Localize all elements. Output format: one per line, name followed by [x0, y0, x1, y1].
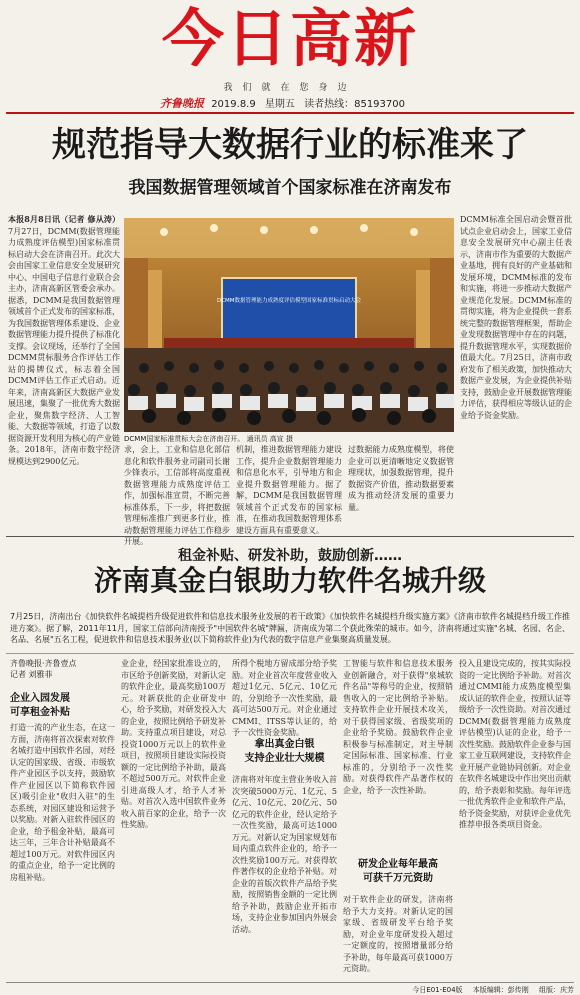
story2-intro: 7月25日，济南出台《加快软件名城提档升级促进软件和信息技术服务业发展的若干政策》《加快软件名城提档升级实施方案》《济南市软件名城提档升级工作推进方案》。据了解，2011年11月，国家工信部向济南授予"中国软件名城"牌匾，济南成为第二个获此殊荣的城市。如今，济南将通过实施"名城、名园、名企、名品、名展"五名工程，促进软件和信息技术服务业(以下简称软件业)为代表的数字信息产业集聚高质量发展。	[10, 612, 570, 644]
story1-left-column	[8, 214, 120, 530]
page-footer	[6, 982, 574, 995]
masthead	[0, 0, 580, 120]
footer-pages: 今日E01-E04版	[412, 986, 463, 994]
masthead-divider	[6, 112, 574, 114]
story2-column-4b: 对于软件企业的研发，济南将给予大力支持。对新认定的国家级、省级研发平台给予奖励，对企业年度研发投入超过一定额度的，按照增量部分给予补助，每年最高可获1000万元资助。	[343, 895, 453, 973]
story1-mid-column-1: 求，会上，工业和信息化部信息化和软件服务业司副司长谢少锋表示，工信部将高度重视数据管理能力成熟度评估工作，加强标准宣贯，不断完善标准体系，下一步，将把数据管理标准推广到更多行业，推动数据管理能力评估工作稳步开展。	[124, 445, 230, 546]
footer-editor: 本版编辑：彭传刚	[472, 986, 529, 994]
paper-name: 齐鲁晚报	[160, 97, 204, 110]
story1-headline: 规范指导大数据行业的标准来了	[52, 125, 528, 165]
story2-column-2: 业企业，经国家批准设立的，市区给予创新奖励，对新认定的软件企业，最高奖励100万元。对新获批的企业研发中心，给予奖励，对研发投入大的企业，按照比例给予研发补助。支持重点项目建设，对总投资1000万元以上的软件业项目，按照项目建设实际投资额的一定比例给予补助，最高不超过500万元。对软件企业引进高级人才，给予人才补贴。对首次入选中国软件业务收入前百家的企业，给予一次性奖励。	[121, 659, 226, 829]
issue-date: 2019.8.9	[211, 99, 256, 110]
story2-subhead-rd: 研发企业每年最高 可获千万元资助	[358, 859, 438, 884]
masthead-title: 今日高新	[161, 2, 418, 75]
section-divider	[6, 536, 574, 537]
story1-mid-column-3: 过数据能力成熟度模型，将使企业可以更清晰地定义数据管理现状，加强数据管理，提升数据资产价值，推动数据要素成为推动经济发展的重要力量。	[348, 445, 454, 512]
story2-headline: 济南真金白银助力软件名城升级	[93, 564, 486, 597]
story2-column-1: 打造一流的产业生态，在这一方面，济南将首次探索对软件名城打造中国软件名园，对经认定的国家级、省级、市级软件产业园区予以支持，鼓励软件产业园区以下简称软件园区)吸引企业"收归入驻"的生态系统，对园区建设和运营予以奖励。对新入驻软件园区的企业，给予租金补贴，最高可达三年，三年合计补贴最高不超过100万元。对软件园区内的重点企业，给予一定比例的房租补贴。	[10, 723, 115, 882]
reader-hotline: 读者热线：85193700	[304, 99, 405, 110]
story1-mid-column-2: 机制，推进数据管理能力建设工作，提升企业数据管理能力和信息化水平，引导地方和企业提升数据管理能力。据了解，DCMM是我国数据管理领域首个正式发布的国家标准，在推动我国数据管理体系建设方面具有重要意义。	[236, 445, 342, 535]
photo-caption: DCMM国家标准贯标大会在济南召开。 通讯员 高宣 摄	[124, 435, 294, 443]
story2-column-3: 所得个税地方留成部分给予奖励。对企业首次年度营业收入超过1亿元、5亿元、10亿元的，分别给予一次性奖励，最高可达500万元。对企业通过CMMI、ITSS等认证的，给予一次性资金奖励。	[232, 659, 337, 737]
story2-column-4: 工智能与软件和信息技术服务业创新融合，对于获得"泉城软件名品"等称号的企业，按照销售收入的一定比例给予补贴。支持软件企业开展技术攻关，对于获得国家级、省级奖项的企业给予奖励。鼓励软件企业积极参与标准制定，对主导制定国际标准、国家标准、行业标准的，分别给予一次性奖励。对获得软件产品著作权的企业，给予一次性补助。	[343, 659, 453, 795]
masthead-slogan: 我们就在您身边	[223, 83, 357, 93]
story2-subhead-funds: 拿出真金白银 支持企业壮大规模	[244, 739, 325, 764]
footer-proof: 组版：庆芳	[539, 986, 574, 994]
story1-left-text: 7月27日，DCMM(数据管理能力成熟度评估模型)国家标准贯标启动大会在济南召开。此次大会由国家工业信息安全发展研究中心、中国电子信息行业联合会主办，济南高新区管委会承办。据悉，DCMM是我国数据管理领域首个正式发布的国家标准，为我国数据管理体系建设、企业数据管理能力提升提供了标准化支撑。会议现场，还举行了全国DCMM贯标服务合作评估工作站的揭牌仪式，标志着全国DCMM评估工作正式启动。近年来，济南高新区大数据产业发展迅速，集聚了一批优秀大数据企业，聚焦数字经济、人工智能、大数据等领域，打造了以数据资源开发利用为核心的产业链条。2018年，济南市数字经济规模达到2900亿元。	[8, 226, 120, 466]
issue-weekday: 星期五	[264, 99, 295, 110]
story2-subhead-rent: 企业入园发展 可享租金补贴	[10, 693, 70, 718]
story2-divider	[6, 653, 574, 654]
story1-right-column: DCMM标准全国启动会暨首批试点企业启动会上，国家工业信息安全发展研究中心副主任表示，济南市作为重要的大数据产业基地，拥有良好的产业基础和发展环境，DCMM标准的发布和实施，将进一步推动大数据产业规范化发展。DCMM标准的贯彻实施，将为企业提供一套系统完整的数据管理框架，帮助企业发现数据管理中存在的问题，提升数据管理水平，实现数据价值最大化。7月25日，济南市政府发布了相关政策，加快推动大数据产业发展，为企业提供补贴支持，鼓励企业开展数据管理能力评估，获得相应等级认证的企业给予资金奖励。	[460, 215, 572, 420]
story2-column-3b: 济南将对年度主营业务收入首次突破5000万元、1亿元、5亿元、10亿元、20亿元、50亿元的软件企业，经认定给予一次性奖励，最高可达1000万元。对新认定为国家规划布局内重点软件企业的，给予一次性奖励100万元。对获得软件著作权的企业给予补贴。对企业的首版次软件产品给予奖励，按照销售金额的一定比例给予补助，鼓励企业开拓市场，支持企业参加国内外展会活动。	[232, 775, 337, 934]
story1-subheadline: 我国数据管理领域首个国家标准在济南发布	[128, 178, 452, 198]
stage-banner-text: DCMM数据管理能力成熟度评估模型国家标准贯标启动大会	[216, 298, 362, 304]
story2-kicker: 租金补贴、研发补助，鼓励创新……	[178, 548, 402, 564]
story2-column-5: 投入且建设完成的，按其实际投资的一定比例给予补助。对首次通过CMMI能力成熟度模型集成认证的软件企业，按照认证等级给予一次性资助。对首次通过DCMM(数据管理能力成熟度评估模型)认证的企业，给予一次性奖励。鼓励软件企业参与国家工业互联网建设，支持软件企业开展产业链协同创新。对企业在软件名城建设中作出突出贡献的，给予表彰和奖励。每年评选一批优秀软件企业和软件产品，给予资金奖励，对获评企业优先推荐申报各类项目资金。	[459, 659, 571, 829]
conference-photo	[124, 218, 454, 432]
story2-byline: 齐鲁晚报·齐鲁壹点 记者 刘雅菲	[10, 659, 77, 679]
story1-lead: 本报8月8日讯（记者 修从涛）	[8, 214, 120, 224]
story1-middle-columns	[124, 444, 454, 546]
conference-photo-image	[124, 218, 454, 432]
masthead-info	[160, 95, 411, 111]
